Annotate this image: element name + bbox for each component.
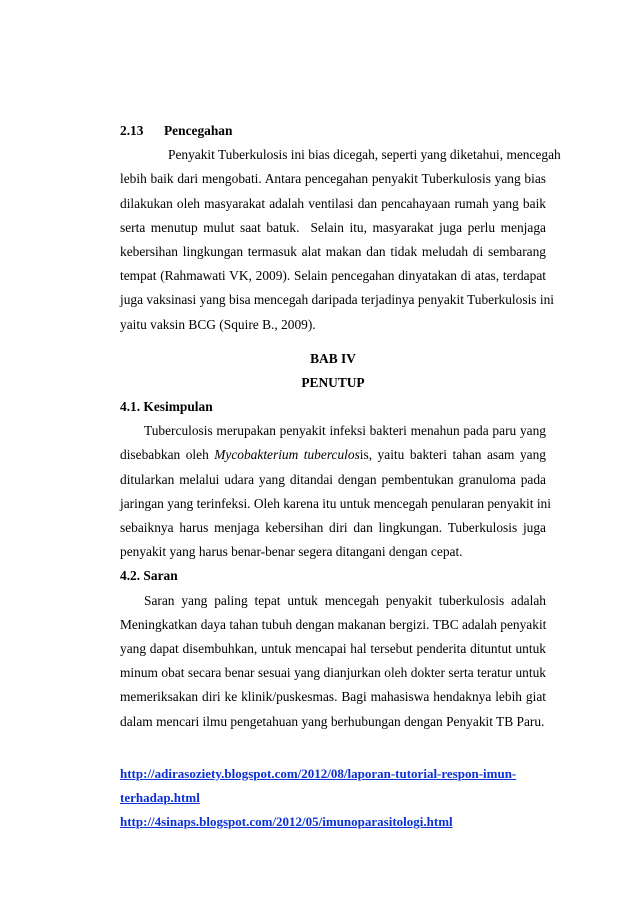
paragraph-line: yaitu vaksin BCG (Squire B., 2009). (120, 316, 316, 332)
text-fragment: disebabkan oleh (120, 447, 215, 463)
paragraph-line: penyakit yang harus benar-benar segera ditangani dengan cepat. (120, 544, 463, 560)
paragraph-line: sebaiknya harus menjaga kebersihan diri dan lingkungan. Tuberkulosis juga (120, 520, 546, 535)
paragraph-line: dilakukan oleh masyarakat adalah ventilasi dan pencahayaan rumah yang baik (120, 195, 546, 211)
reference-link-2[interactable]: http://4sinaps.blogspot.com/2012/05/imunoparasitologi.html (120, 814, 453, 830)
text-fragment: is (359, 447, 369, 463)
paragraph-line: serta menutup mulut saat batuk. Selain itu, masyarakat juga perlu menjaga (120, 219, 546, 235)
paragraph-line: memeriksakan diri ke klinik/puskesmas. Bagi mahasiswa hendaknya lebih giat (120, 689, 546, 705)
paragraph-line: yang dapat disembuhkan, untuk mencapai hal tersebut penderita dituntut untuk (120, 640, 546, 656)
document-page (120, 119, 561, 834)
chapter-title: PENUTUP (301, 374, 365, 390)
section-heading-4-1: 4.1. Kesimpulan (120, 399, 213, 415)
chapter-label: BAB IV (310, 350, 356, 366)
paragraph-line: ditularkan melalui udara yang ditandai dengan pembentukan granuloma pada (120, 471, 546, 487)
paragraph-line: Saran yang paling tepat untuk mencegah penyakit tuberkulosis adalah (144, 592, 546, 608)
text-fragment: , yaitu bakteri tahan asam yang (368, 447, 546, 463)
reference-link-1-line-1 (120, 762, 546, 786)
paragraph-line: tempat (Rahmawati VK, 2009). Selain pencegahan dinyatakan di atas, terdapat (120, 268, 546, 284)
section-heading-4-2: 4.2. Saran (120, 568, 178, 584)
paragraph-line: Tuberculosis merupakan penyakit infeksi bakteri menahun pada paru yang (144, 423, 546, 439)
paragraph-line-with-italic (120, 443, 546, 467)
paragraph-line: lebih baik dari mengobati. Antara pencegahan penyakit Tuberkulosis yang bias (120, 171, 546, 187)
paragraph-line: minum obat secara benar sesuai yang dianjurkan oleh dokter serta teratur untuk (120, 665, 546, 681)
reference-link-2-line (120, 810, 546, 834)
section-number: 2.13 (120, 123, 144, 138)
paragraph-line: kebersihan lingkungan termasuk alat makan dan tidak meludah di sembarang (120, 243, 546, 259)
paragraph-line: juga vaksinasi yang bisa mencegah daripada terjadinya penyakit Tuberkulosis ini (120, 292, 554, 308)
paragraph-line: dalam mencari ilmu pengetahuan yang berhubungan dengan Penyakit TB Paru. (120, 713, 545, 729)
section-title: Pencegahan (164, 123, 233, 138)
species-name-italic: Mycobakterium tuberculos (214, 447, 360, 463)
reference-link-1-line-2 (120, 786, 546, 810)
reference-link-1-continued[interactable]: terhadap.html (120, 789, 200, 805)
paragraph-line: Penyakit Tuberkulosis ini bias dicegah, seperti yang diketahui, mencegah (168, 147, 561, 163)
paragraph-line: jaringan yang terinfeksi. Oleh karena itu untuk mencegah penularan penyakit ini (120, 495, 551, 511)
paragraph-line: Meningkatkan daya tahan tubuh dengan makanan bergizi. TBC adalah penyakit (120, 616, 547, 632)
reference-link-1[interactable]: http://adirasoziety.blogspot.com/2012/08/laporan-tutorial-respon-imun- (120, 765, 517, 781)
section-heading-2-13 (120, 119, 546, 143)
